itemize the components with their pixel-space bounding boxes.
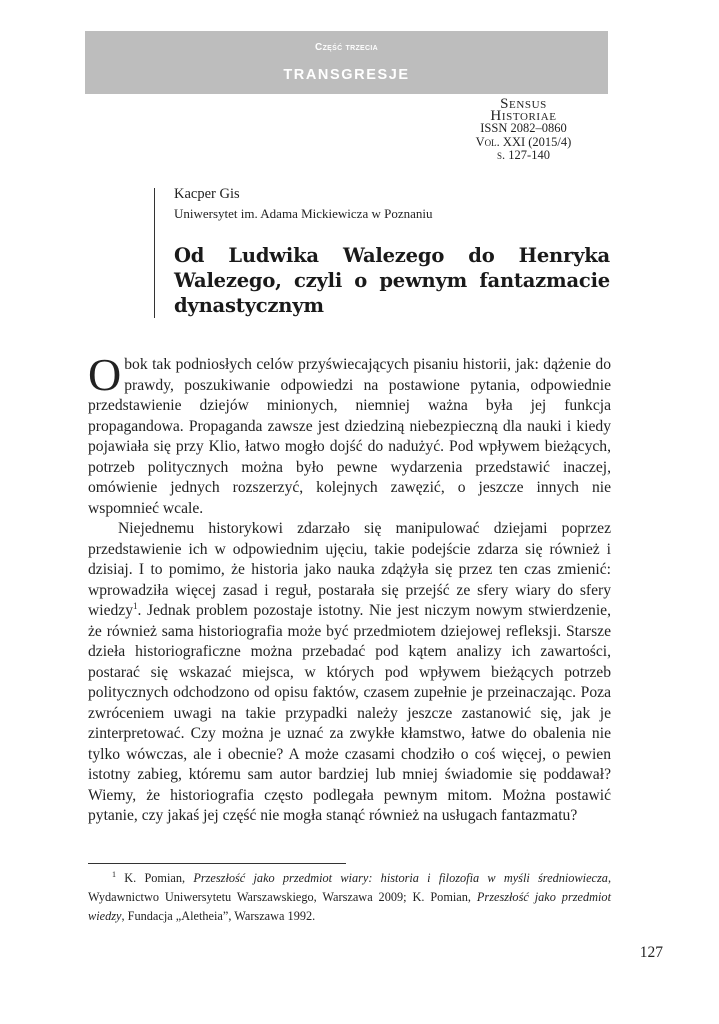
- page-number: 127: [639, 944, 663, 961]
- paragraph-2-text-b: . Jednak problem pozostaje istotny. Nie jest niczym nowym stwierdzenie, że również sama historiografia może być przedmiotem dziejowej refleksji. Starsze dzieła historiograficzne można przebadać pod kątem analizy ich zawartości, postarać się wskazać miejsca, w których pod wpływem bieżących potrzeb politycznych odchodzono od opisu faktów, czasem zupełnie je przeinaczając. Poza zwróceniem uwagi na takie przypadki należy jeszcze zastanowić się, jak je zinterpretować. Czy można je uznać za zwykłe kłamstwo, łatwe do obalenia nie tylko wówczas, ale i obecnie? A może czasami chodziło o coś więcej, o pewien istotny zabieg, któremu sam autor bardziej lub mniej świadomie się poddawał? Wiemy, że historiografia często podlegała pewnym mitom. Można postawić pytanie, czy jakaś jej część nie mogła stanąć również na usługach fantazmatu?: [88, 602, 611, 824]
- footnote: [88, 869, 611, 926]
- journal-volume: Vol. XXI (2015/4): [475, 134, 572, 149]
- footnote-text-1: K. Pomian,: [124, 871, 194, 885]
- footnote-work-title-2: Przeszłość jako przedmiot wiedzy: [88, 890, 611, 923]
- journal-name-line2: Historiae: [490, 108, 557, 124]
- part-label: Część trzecia: [315, 42, 378, 53]
- header-divider: [154, 188, 155, 318]
- drop-cap: O: [88, 349, 122, 400]
- footnote-text-2: , Wydawnictwo Uniwersytetu Warszawskiego, Warszawa 2009; K. Pomian,: [88, 871, 612, 904]
- footnote-ref[interactable]: 1: [133, 601, 138, 611]
- journal-issn: ISSN 2082–0860: [480, 121, 567, 135]
- article-title: Od Ludwika Walezego do Henryka Walezego, czyli o pewnym fantazmacie dynastycznym: [174, 244, 610, 317]
- journal-name-line1: Sensus: [500, 96, 547, 112]
- author-name: Kacper Gis: [174, 186, 240, 202]
- paragraph-2-text-a: Niejednemu historykowi zdarzało się manipulować dziejami poprzez przedstawienie ich w odpowiednim ujęciu, takie podejście zdarza się również i dzisiaj. I to pomimo, że historia jako nauka zdążyła się przez ten czas zmienić: wprowadziła więcej zasad i reguł, postarała się przejść ze sfery wiary do sfery wiedzy: [88, 520, 611, 619]
- footnote-text-3: , Fundacja „Aletheia”, Warszawa 1992.: [121, 909, 316, 923]
- paragraph-2: [88, 519, 611, 827]
- footnote-marker: 1: [112, 870, 116, 879]
- section-title: TRANSGRESJE: [283, 67, 410, 83]
- article-body: [88, 349, 611, 827]
- footnote-divider: [88, 863, 346, 864]
- section-banner: [85, 31, 608, 94]
- journal-info: [440, 98, 607, 163]
- journal-pages: s. 127-140: [497, 148, 550, 162]
- paragraph-1-text: bok tak podniosłych celów przyświecających pisaniu historii, jak: dążenie do prawdy, poszukiwanie odpowiedzi na postawione pytania, odpowiednie przedstawienie dziejów minionych, niemniej ważna była jej funkcja propagandowa. Propaganda zawsze jest dziedziną niebezpieczną dla nauki i kiedy pojawiała się przy Klio, łatwo mogło dojść do nadużyć. Pod wpływem bieżących, potrzeb politycznych można było pewne wydarzenia przedstawić inaczej, omówienie jednych rozszerzyć, kolejnych zawęzić, o jeszcze innych nie wspomnieć wcale.: [88, 356, 611, 517]
- journal-name: [440, 98, 607, 122]
- paragraph-1: [88, 349, 611, 519]
- author-affiliation: Uniwersytet im. Adama Mickiewicza w Poznaniu: [174, 206, 433, 221]
- footnote-work-title-1: Przeszłość jako przedmiot wiary: historia i filozofia w myśli średniowiecza: [193, 871, 608, 885]
